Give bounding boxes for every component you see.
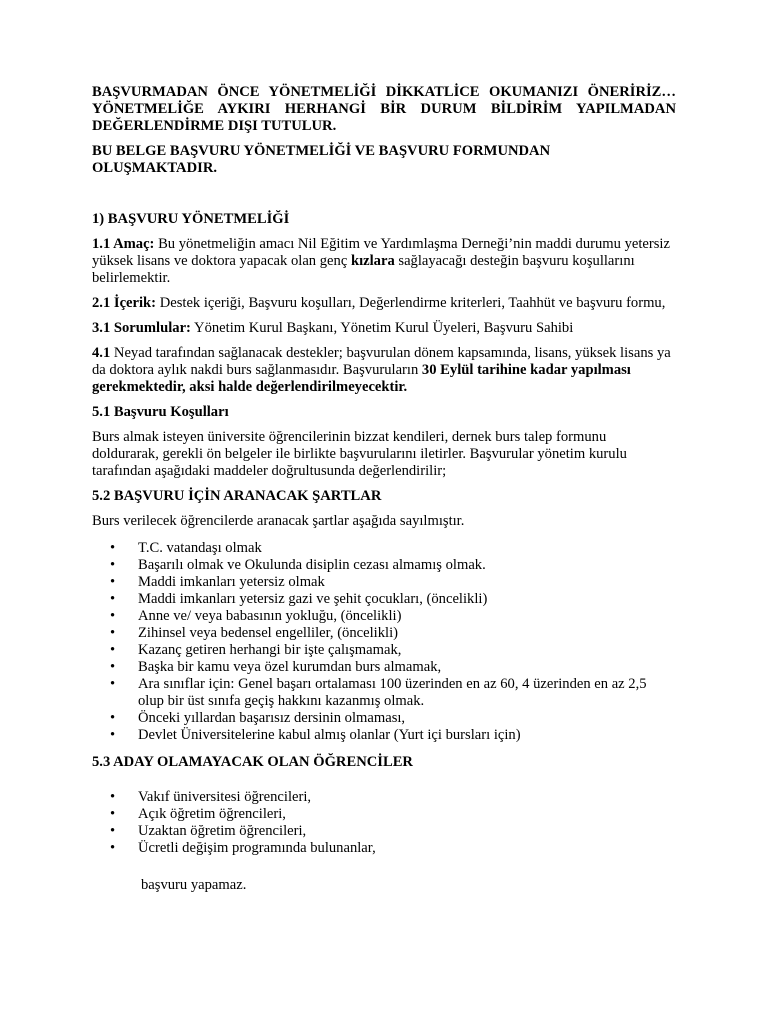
requirements-heading: 5.2 BAŞVURU İÇİN ARANACAK ŞARTLAR: [92, 488, 382, 504]
list-item: [92, 659, 676, 676]
list-item: [92, 727, 676, 744]
list-item-text: Önceki yıllardan başarısız dersinin olmaması,: [138, 710, 406, 726]
bullet-icon: •: [110, 676, 116, 692]
list-item-text: Ücretli değişim programında bulunanlar,: [138, 840, 376, 856]
list-item-text: Ara sınıflar için: Genel başarı ortalaması 100 üzerinden en az 60, 4 üzerinden en az 2,5 olup bir üst sınıfa geçiş hakkını kazanmış olmak.: [138, 676, 647, 709]
ineligible-list: [92, 789, 676, 857]
bullet-icon: •: [110, 591, 116, 607]
bullet-icon: •: [110, 642, 116, 658]
list-item-text: Anne ve/ veya babasının yokluğu, (öncelikli): [138, 608, 402, 624]
paragraph-support: [92, 345, 676, 396]
list-item: [92, 642, 676, 659]
ineligible-tail: başvuru yapamaz.: [141, 877, 247, 893]
list-item: [92, 625, 676, 642]
list-item-text: Başka bir kamu veya özel kurumdan burs almamak,: [138, 659, 442, 675]
bullet-icon: •: [110, 659, 116, 675]
bullet-icon: •: [110, 574, 116, 590]
warning-notice: BAŞVURMADAN ÖNCE YÖNETMELİĞİ DİKKATLİCE OKUMANIZI ÖNERİRİZ… YÖNETMELİĞE AYKIRI HERHANGİ BİR DURUM BİLDİRİM YAPILMADAN DEĞERLENDİRME DIŞI TUTULUR.: [92, 84, 676, 134]
intro-statement: BU BELGE BAŞVURU YÖNETMELİĞİ VE BAŞVURU FORMUNDAN OLUŞMAKTADIR.: [92, 143, 551, 176]
bullet-icon: •: [110, 840, 116, 856]
bullet-icon: •: [110, 540, 116, 556]
list-item-text: T.C. vatandaşı olmak: [138, 540, 262, 556]
responsibles-label: 3.1 Sorumlular:: [92, 320, 191, 336]
support-label: 4.1: [92, 345, 111, 361]
bullet-icon: •: [110, 727, 116, 743]
paragraph-responsibles: [92, 320, 676, 337]
bullet-icon: •: [110, 608, 116, 624]
bullet-icon: •: [110, 557, 116, 573]
requirements-list: [92, 540, 676, 744]
ineligible-heading: 5.3 ADAY OLAMAYACAK OLAN ÖĞRENCİLER: [92, 754, 413, 770]
list-item: [92, 574, 676, 591]
bullet-icon: •: [110, 625, 116, 641]
purpose-label: 1.1 Amaç:: [92, 236, 155, 252]
list-item: [92, 540, 676, 557]
content-text: Destek içeriği, Başvuru koşulları, Değerlendirme kriterleri, Taahhüt ve başvuru formu,: [156, 295, 666, 311]
bullet-icon: •: [110, 789, 116, 805]
requirements-intro: Burs verilecek öğrencilerde aranacak şartlar aşağıda sayılmıştır.: [92, 513, 465, 529]
bullet-icon: •: [110, 806, 116, 822]
support-deadline: 30 Eylül tarihine kadar yapılması gerekmektedir, aksi halde değerlendirilmeyecektir.: [92, 362, 631, 395]
conditions-text: Burs almak isteyen üniversite öğrencilerinin bizzat kendileri, dernek burs talep formunu doldurarak, gerekli ön belgeler ile birlikte başvurularını iletirler. Başvurular yönetim kurulu tarafından aşağıdaki maddeler doğrultusunda değerlendirilir;: [92, 429, 627, 479]
list-item: [92, 608, 676, 625]
responsibles-text: Yönetim Kurul Başkanı, Yönetim Kurul Üyeleri, Başvuru Sahibi: [190, 320, 574, 336]
list-item-text: Maddi imkanları yetersiz gazi ve şehit çocukları, (öncelikli): [138, 591, 488, 607]
paragraph-content: [92, 295, 676, 312]
purpose-text-a: Bu yönetmeliğin amacı Nil Eğitim ve Yardımlaşma Derneği’nin maddi durumu yetersiz yüksek lisans ve doktora yapacak olan genç: [92, 236, 670, 269]
list-item: [92, 557, 676, 574]
list-item: [92, 710, 676, 727]
list-item-text: Kazanç getiren herhangi bir işte çalışmamak,: [138, 642, 402, 658]
content-label: 2.1 İçerik:: [92, 295, 157, 311]
support-text: Neyad tarafından sağlanacak destekler; başvurulan dönem kapsamında, lisans, yüksek lisans ya da doktora aylık nakdi burs sağlanmasıdır. Başvuruların: [92, 345, 671, 378]
list-item-text: Devlet Üniversitelerine kabul almış olanlar (Yurt içi bursları için): [138, 727, 521, 743]
section-1-heading: 1) BAŞVURU YÖNETMELİĞİ: [92, 211, 290, 227]
list-item-text: Maddi imkanları yetersiz olmak: [138, 574, 325, 590]
purpose-text-b: sağlayacağı desteğin başvuru koşullarını belirlemektir.: [92, 253, 635, 286]
list-item: [92, 676, 676, 710]
bullet-icon: •: [110, 823, 116, 839]
paragraph-purpose: [92, 236, 676, 287]
list-item: [92, 823, 676, 840]
bullet-icon: •: [110, 710, 116, 726]
purpose-bold: kızlara: [350, 253, 395, 269]
list-item-text: Vakıf üniversitesi öğrencileri,: [138, 789, 312, 805]
list-item: [92, 840, 676, 857]
list-item: [92, 806, 676, 823]
list-item-text: Zihinsel veya bedensel engelliler, (öncelikli): [138, 625, 398, 641]
conditions-heading: 5.1 Başvuru Koşulları: [92, 404, 229, 420]
list-item: [92, 591, 676, 608]
list-item-text: Açık öğretim öğrencileri,: [138, 806, 286, 822]
list-item: [92, 789, 676, 806]
list-item-text: Başarılı olmak ve Okulunda disiplin cezası almamış olmak.: [138, 557, 486, 573]
list-item-text: Uzaktan öğretim öğrencileri,: [138, 823, 307, 839]
